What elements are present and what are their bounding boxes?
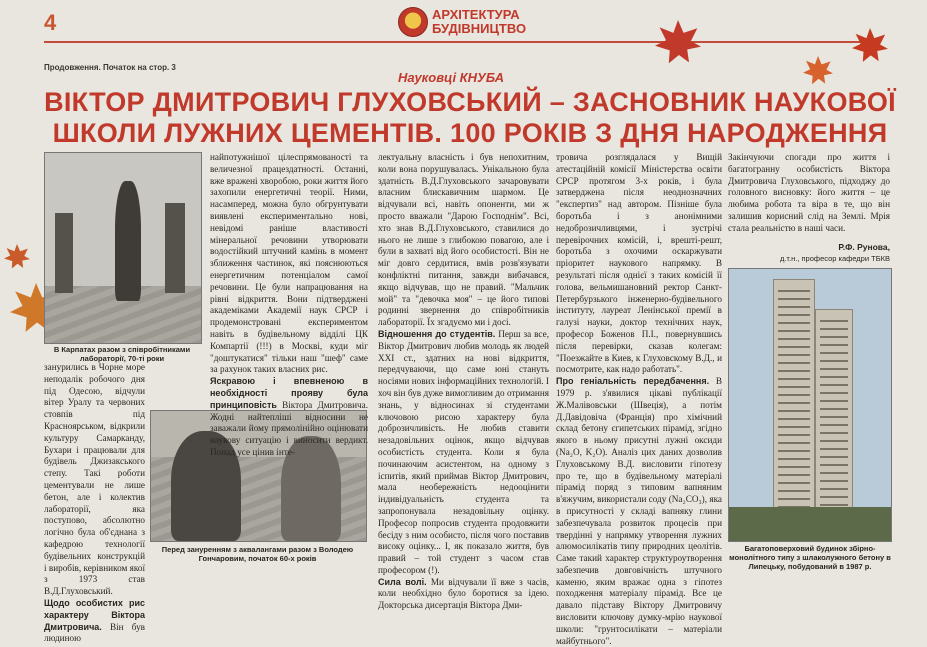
diving-photo-caption: Перед зануренням з аквалангами разом з Володею Гончаровим, початок 60-х років xyxy=(161,545,354,563)
building-photo-caption: Багатоповерховий будинок збірно-монолітного типу з шлаколужного бетону в Липецьку, побудований в 1987 р. xyxy=(729,544,891,571)
column-3-text-2: Перш за все, Віктор Дмитрович любив молодь як людей XXI ст., здатних на нові відкриття, передчуваючи, що саме юні стануть носіями нових інформаційних технологій. І хоч він був дуже вимогливим до отримання знань, у відносинах зі студентами ключовою рисою характеру була доброзичливість. Не любив ставити незадовільних оцінок, якщо відчував особистість студента. Коли я була починаючим асистентом, на одному з іспитів, який приймав Віктор Дмитрович, мала необережність недооцінити індивідуальність студента та запропонувала незадовільну оцінку. Професор попросив студента продовжити бесіду з ним особисто, після чого поставив високу оцінку... І, як показало життя, був правий – той студент з часом став професором (!). xyxy=(378,328,549,575)
maple-leaf-icon xyxy=(852,28,888,64)
column-3-subhead: Відношення до студентів. xyxy=(378,328,496,339)
article-column-2 xyxy=(210,152,369,457)
headline-line-2: ШКОЛИ ЛУЖНИХ ЦЕМЕНТІВ. 100 РОКІВ З ДНЯ НАРОДЖЕННЯ xyxy=(52,118,888,148)
ski-photo xyxy=(44,152,202,344)
column-1-text: занурились в Чорне море неподалік робочого дня під Одесою, відчули вітер Уралу та червоних стовпів під Красноярськом, відкрили культуру Самарканду, Бухари і працювали для будівель Джизакського степу. Такі роботи цементували не лише бетон, але і колектив лабораторії, яка поступово, абсолютно логічно була об'єднана з кафедрою технології будівельних конструкцій і виробів, керівником якої з 1973 став В.Д.Глуховський. xyxy=(44,362,145,597)
continued-note: Продовження. Початок на стор. 3 xyxy=(44,63,176,72)
brand-line-1: АРХІТЕКТУРА xyxy=(432,7,520,22)
author-title: д.т.н., професор кафедри ТБКВ xyxy=(779,254,890,263)
section-label: Науковці КНУБА xyxy=(398,70,504,85)
column-4-text: тровича розглядалася у Вищій атестаційній комісії Міністерства освіти СРСР протягом 3-х років, і була затверджена після неоднозначних "експертиз" над автором. Пізніше була боротьба і з анонімними недоброзичливцями, і зустрічі перевірочних комісій, і, врешті-решт, боротьба з охочими оскаржувати пріоритет наукового напрямку. В результаті після однієї з таких комісій її голова, вельмишановний ректор Санкт-Петербурзького інженерно-будівельного інституту, лауреат Ленінської премії в галузі науки, доктор технічних наук, професор Боженов П.І., повернувшись після перевірки, сказав колегам: "Поезжайте в Киев, к Глуховскому В.Д., и посмотрите, как надо работать". xyxy=(556,152,722,375)
maple-leaf-icon xyxy=(4,244,30,270)
column-3-subhead-2: Сила волі. xyxy=(378,576,427,587)
newspaper-brand xyxy=(432,8,526,36)
brand-line-2: БУДІВНИЦТВО xyxy=(432,21,527,36)
column-1-subhead: Щодо особистих рис характеру Віктора Дмитровича. xyxy=(44,597,145,632)
column-4-subhead: Про геніальність передбачення. xyxy=(556,376,710,387)
page-number: 4 xyxy=(44,10,57,35)
column-1-tail: Він був людиною xyxy=(44,621,146,644)
headline-line-1: ВІКТОР ДМИТРОВИЧ ГЛУХОВСЬКИЙ – ЗАСНОВНИК НАУКОВОЇ xyxy=(44,87,896,117)
column-3-text-3: Ми відчували її вже з часів, коли необхідно було боротися за ідею. Докторська дисертація Віктора Дми- xyxy=(378,576,549,611)
author-signature: Р.Ф. Рунова, xyxy=(838,242,890,252)
column-4-text-2: В 1979 р. з'явилися цікаві публікації Ж.Малівовськи (Швеція), а потім Д.Давідовіча (Франція) про хімічний склад бетону єгипетських пірамід, згідно якого в ньому присутні лужні оксиди (Na₂O, K₂O). Аналіз цих даних дозволив Глуховському В.Д. висловити гіпотезу про те, що в будівельному матеріалі пірамід поряд з типовим вапняним в'яжучим, використали соду (Na₂CO₃), яка в присутності у складі вапняку глини забезпечувала розвиток процесів при твердінні у напрямку утворення лужних алюмосилікатів типу природних цеолітів. Саме такий характер структуроутворення забезпечив довговічність штучного каменю, яким вражає одна з гіпотез походження матеріалу пірамід. Все це давало підставу Віктору Дмитровичу висловити ключову думку-мрію наукової школи: "грунтосилікати – матеріали майбутнього". xyxy=(556,376,722,646)
article-headline xyxy=(30,87,910,149)
article-column-5 xyxy=(728,152,890,242)
article-column-4 xyxy=(556,152,722,646)
building-photo xyxy=(728,268,892,542)
maple-leaf-icon xyxy=(803,56,833,86)
column-5-text: Закінчуючи спогади про життя і багатогранну особистість Віктора Дмитровича Глуховського, підходжу до головного висновку: його життя – це любима робота та віра в те, що він залишив корисний слід на Землі. Мрія стала реальністю в наші часи. xyxy=(728,152,890,233)
article-column-3 xyxy=(378,152,549,611)
newspaper-logo-icon xyxy=(398,7,428,37)
column-2-subhead: Яскравою і впевненою в необхідності прояву була принциповість xyxy=(210,376,368,410)
column-2-text: найпотужнішої цілеспрямованості та величезної працездатності. Останні, вже вражені хворобою, роки життя його захопили енергетичні теорії. Ними, насамперед, можна було обгрунтувати виявлені експериментально нові, невідомі раніше властивості мінеральної речовини утворювати водостійкий штучний камінь в момент зближення частинок, які пояснюються енергетичним потенціалом самої речовини. Це були напрацювання на рівні відкриття. Вони підтверджені академіками Академії наук СРСР і продемонстровані експериментом навіть в будівельному відділі ЦК Компартії (!!!) в Москві, куди міг "доштукатися" тільки наш "шеф" саме за рахунок таких власних рис. xyxy=(210,152,368,375)
maple-leaf-icon xyxy=(655,20,701,66)
header-rule xyxy=(44,41,874,43)
column-2-text-2: Віктора Дмитровича. Жодні найтепліші відносини не заважали йому прямолінійно оцінювати наукову ситуацію і виносити вердикт. Понад усе цінив інте- xyxy=(210,399,369,457)
article-column-1 xyxy=(44,362,146,644)
column-3-text: лектуальну власність і був непохитним, коли вона порушувалась. Унікальною була здатність В.Д.Глуховського зачаровувати власним блискавичним шармом. Це відчували всі, навіть опоненти, ми ж просто вважали "Дарою Господнім". Всі, хто знав В.Д.Глуховського, ставилися до нього не лише з глибокою повагою, але і були в захваті від його особистості. Він не міг довго сердитися, вмів розв'язувати конфліктні питання, завжди вибачався, якщо відчував, що не правий. "Мальчик мой" та "девочка моя" – це його типові родинні звернення до співробітників лабораторії. Їх згадуємо ми і досі. xyxy=(378,152,549,328)
ski-photo-caption: В Карпатах разом з співробітниками лабораторії, 70-ті роки xyxy=(53,345,191,363)
